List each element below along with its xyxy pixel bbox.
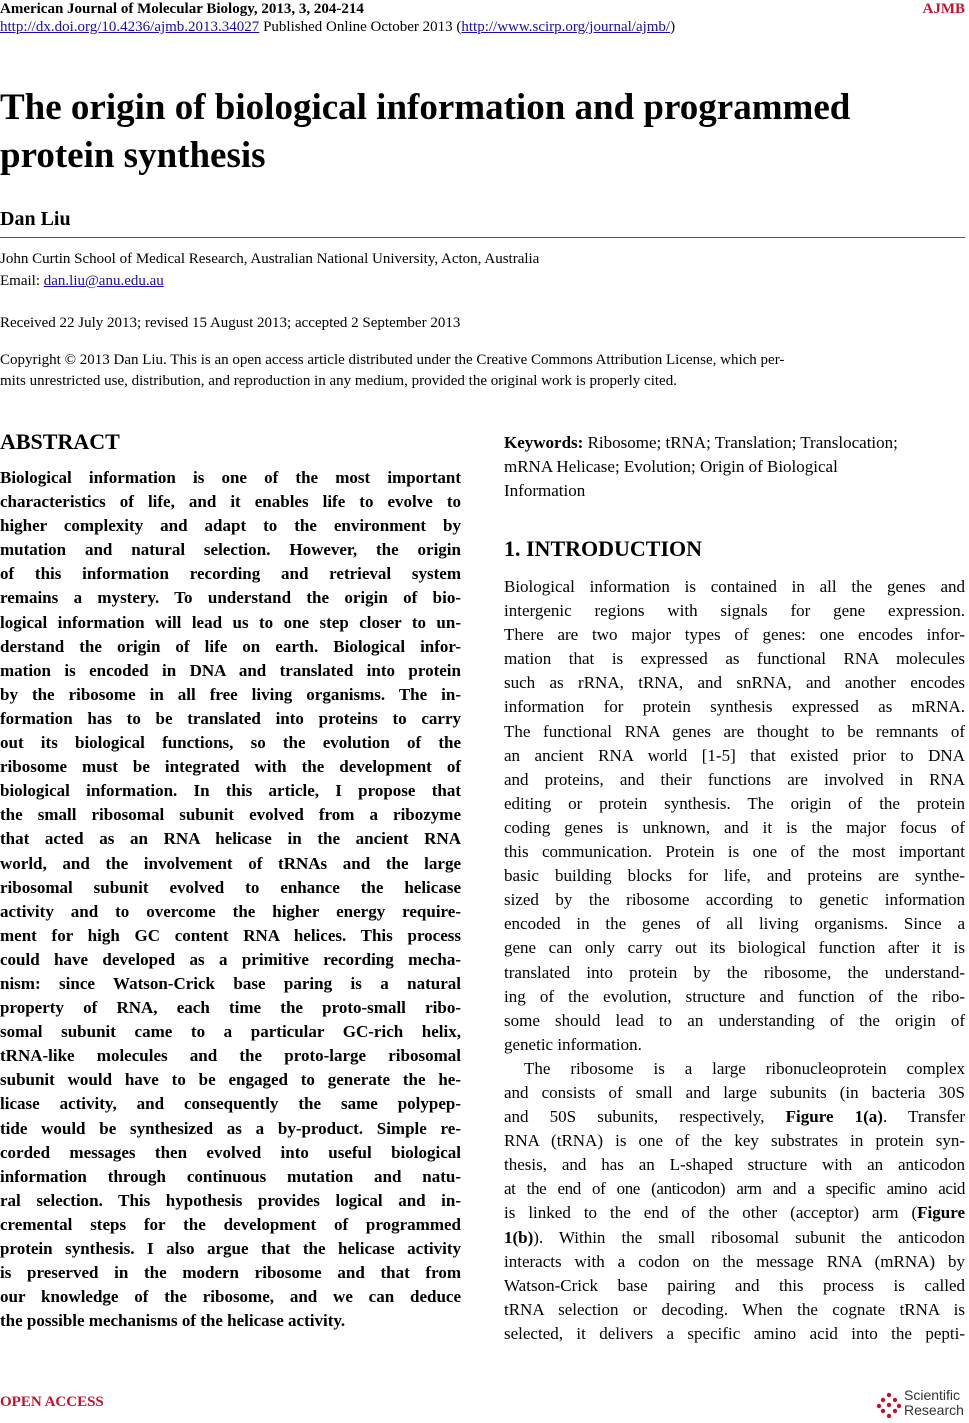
title-divider: [0, 237, 965, 238]
introduction-body: [504, 575, 965, 1346]
text-line: selected, it delivers a specific amino acid into the pepti-: [504, 1323, 965, 1343]
text-line: tide would be synthesized as a by-product. Simple re-: [0, 1118, 461, 1138]
text-line: coding genes is unknown, and it is the major focus of: [504, 817, 965, 837]
text-line: mation is encoded in DNA and translated into protein: [0, 660, 461, 680]
title-line-1: The origin of biological information and programmed: [0, 87, 851, 128]
author-name: Dan Liu: [0, 208, 71, 230]
text-line: editing or protein synthesis. The origin of the protein: [504, 793, 965, 813]
text-line: remains a mystery. To understand the origin of bio-: [0, 588, 461, 608]
text-line: higher complexity and adapt to the environment by: [0, 516, 461, 536]
open-access-label: OPEN ACCESS: [0, 1394, 104, 1410]
text-line: The ribosome is a large ribonucleoprotein complex: [524, 1058, 965, 1078]
text-line: information for protein synthesis expressed as mRNA.: [504, 697, 965, 717]
text-line: interacts with a codon on the message RNA (mRNA) by: [504, 1251, 965, 1271]
text-line: could have developed as a primitive recording mecha-: [0, 949, 461, 969]
text-line: characteristics of life, and it enables life to evolve to: [0, 492, 461, 512]
copyright-notice: [0, 350, 965, 392]
text-line: [504, 1105, 965, 1129]
text-line: biological information. In this article, I propose that: [0, 781, 461, 801]
publication-line: [0, 18, 675, 36]
email-link[interactable]: dan.liu@anu.edu.au: [43, 273, 164, 289]
text-line: our knowledge of the ribosome, and we can deduce: [0, 1287, 461, 1307]
text-line: at the end of one (anticodon) arm and a specific amino acid: [504, 1179, 965, 1199]
text-line: formation has to be translated into proteins to carry: [0, 708, 461, 728]
text-line: activity and to overcome the higher energy require-: [0, 901, 461, 921]
text-line: Biological information is one of the most important: [0, 468, 461, 487]
text-line: somal subunit came to a particular GC-rich helix,: [0, 1022, 461, 1042]
text-line: There are two major types of genes: one encodes infor-: [504, 625, 965, 645]
keywords-line-2: mRNA Helicase; Evolution; Origin of Biological: [504, 457, 838, 476]
text-line: such as rRNA, tRNA, and snRNA, and another encodes: [504, 673, 965, 693]
text-line: [504, 1201, 965, 1225]
introduction-paragraph-1: [504, 575, 965, 1057]
abstract-heading: ABSTRACT: [0, 429, 120, 454]
text-line: ment for high GC content RNA helices. This process: [0, 925, 461, 945]
text-line: mutation and natural selection. However, the origin: [0, 540, 461, 560]
paper-title: [0, 84, 960, 180]
text-line: tRNA-like molecules and the proto-large ribosomal: [0, 1046, 461, 1066]
text-line: logical information will lead us to one step closer to un-: [0, 612, 461, 632]
text-line: thesis, and has an L-shaped structure with an anticodon: [504, 1155, 965, 1175]
text-line: corded messages then evolved into useful biological: [0, 1142, 461, 1162]
text-line: RNA (tRNA) is one of the key substrates in protein syn-: [504, 1131, 965, 1151]
doi-link[interactable]: http://dx.doi.org/10.4236/ajmb.2013.34027: [0, 19, 260, 35]
keywords-line-3: Information: [504, 481, 586, 500]
text-line: this communication. Protein is one of the most important: [504, 842, 965, 862]
logo-line-2: Research: [904, 1402, 964, 1418]
text-segment: ). Within the small ribosomal subunit the anticodon: [533, 1227, 965, 1247]
text-line: licase activity, and consequently the same polypep-: [0, 1094, 461, 1114]
introduction-paragraph-2: [504, 1057, 965, 1346]
title-line-2: protein synthesis: [0, 135, 266, 176]
published-text: Published Online October 2013 (: [259, 19, 462, 35]
text-line: basic building blocks for life, and proteins are synthe-: [504, 866, 965, 886]
text-line: by the ribosome in all free living organisms. The in-: [0, 684, 461, 704]
journal-abbreviation: AJMB: [922, 1, 965, 17]
figure-reference[interactable]: Figure 1(a): [785, 1107, 883, 1127]
text-line: out its biological functions, so the evolution of the: [0, 733, 461, 753]
keywords-label: Keywords:: [504, 433, 584, 452]
journal-citation: American Journal of Molecular Biology, 2013, 3, 204-214: [0, 1, 364, 17]
text-line: is preserved in the modern ribosome and that from: [0, 1263, 461, 1283]
text-line: subunit would have to be engaged to generate the he-: [0, 1070, 461, 1090]
publisher-logo: [876, 1388, 966, 1422]
text-line: ral selection. This hypothesis provides logical and in-: [0, 1190, 461, 1210]
text-line: Watson-Crick base pairing and this process is called: [504, 1275, 965, 1295]
logo-wordmark: [904, 1388, 964, 1418]
text-line: mation that is expressed as functional RNA molecules: [504, 649, 965, 669]
text-line: ing of the evolution, structure and function of the ribo-: [504, 986, 965, 1006]
publication-close: ): [670, 19, 676, 35]
text-line: world, and the involvement of tRNAs and the large: [0, 853, 461, 873]
text-line: protein synthesis. I also argue that the helicase activity: [0, 1239, 461, 1258]
affiliation: John Curtin School of Medical Research, Australian National University, Acton, Australia: [0, 251, 540, 267]
text-line: and proteins, and their functions are involved in RNA: [504, 769, 965, 789]
text-line: encoded in the genes of all living organisms. Since a: [504, 914, 965, 934]
text-line: tRNA selection or decoding. When the cognate tRNA is: [504, 1299, 965, 1319]
scientific-research-logo-icon: [876, 1392, 902, 1418]
text-line: an ancient RNA world [1-5] that existed prior to DNA: [504, 745, 965, 765]
text-line: gene can only carry out its biological function after it is: [504, 938, 965, 958]
text-line: ribosome must be integrated with the development of: [0, 757, 461, 777]
text-segment: . Transfer: [882, 1107, 966, 1127]
text-line: the small ribosomal subunit evolved from a ribozyme: [0, 805, 461, 825]
keywords-line-1: Ribosome; tRNA; Translation; Translocation;: [583, 433, 898, 452]
keywords: [504, 431, 965, 503]
copyright-line-1: Copyright © 2013 Dan Liu. This is an open access article distributed under the Creative Commons Attribution License, which per-: [0, 352, 785, 368]
text-line: that acted as an RNA helicase in the ancient RNA: [0, 829, 461, 849]
text-line: Biological information is contained in all the genes and: [504, 577, 965, 596]
running-header: [0, 0, 965, 18]
text-line: The functional RNA genes are thought to be remnants of: [504, 721, 965, 741]
text-line: nism: since Watson-Crick base paring is a natural: [0, 973, 461, 993]
text-line: property of RNA, each time the proto-small ribo-: [0, 998, 461, 1018]
text-line: genetic information.: [504, 1034, 642, 1054]
text-line: information through continuous mutation and natu-: [0, 1166, 461, 1186]
text-line: the possible mechanisms of the helicase activity.: [0, 1311, 346, 1331]
text-line: some should lead to an understanding of the origin of: [504, 1010, 965, 1030]
text-segment: is linked to the end of the other (acceptor) arm (: [504, 1203, 918, 1223]
figure-reference[interactable]: Figure: [917, 1203, 965, 1223]
figure-reference[interactable]: 1(b): [504, 1227, 534, 1247]
text-line: cremental steps for the development of programmed: [0, 1214, 461, 1234]
text-line: ribosomal subunit evolved to enhance the helicase: [0, 877, 461, 897]
logo-line-1: Scientific: [904, 1387, 961, 1403]
text-line: intergenic regions with signals for gene expression.: [504, 601, 965, 621]
text-line: [504, 1226, 965, 1250]
copyright-line-2: mits unrestricted use, distribution, and reproduction in any medium, provided the original work is properly cited.: [0, 373, 677, 389]
journal-link[interactable]: http://www.scirp.org/journal/ajmb/: [461, 19, 671, 35]
text-line: and consists of small and large subunits (in bacteria 30S: [504, 1082, 965, 1102]
text-segment: and 50S subunits, respectively,: [504, 1107, 786, 1127]
text-line: derstand the origin of life on earth. Biological infor-: [0, 636, 461, 656]
email-line: [0, 270, 164, 292]
text-line: of this information recording and retrieval system: [0, 564, 461, 584]
email-label: Email:: [0, 273, 44, 289]
abstract-body: [0, 466, 461, 1333]
text-line: sized by the ribosome according to genetic information: [504, 890, 965, 910]
introduction-heading: 1. INTRODUCTION: [504, 536, 703, 561]
received-dates: Received 22 July 2013; revised 15 August 2013; accepted 2 September 2013: [0, 315, 461, 331]
text-line: translated into protein by the ribosome, the understand-: [504, 962, 965, 982]
